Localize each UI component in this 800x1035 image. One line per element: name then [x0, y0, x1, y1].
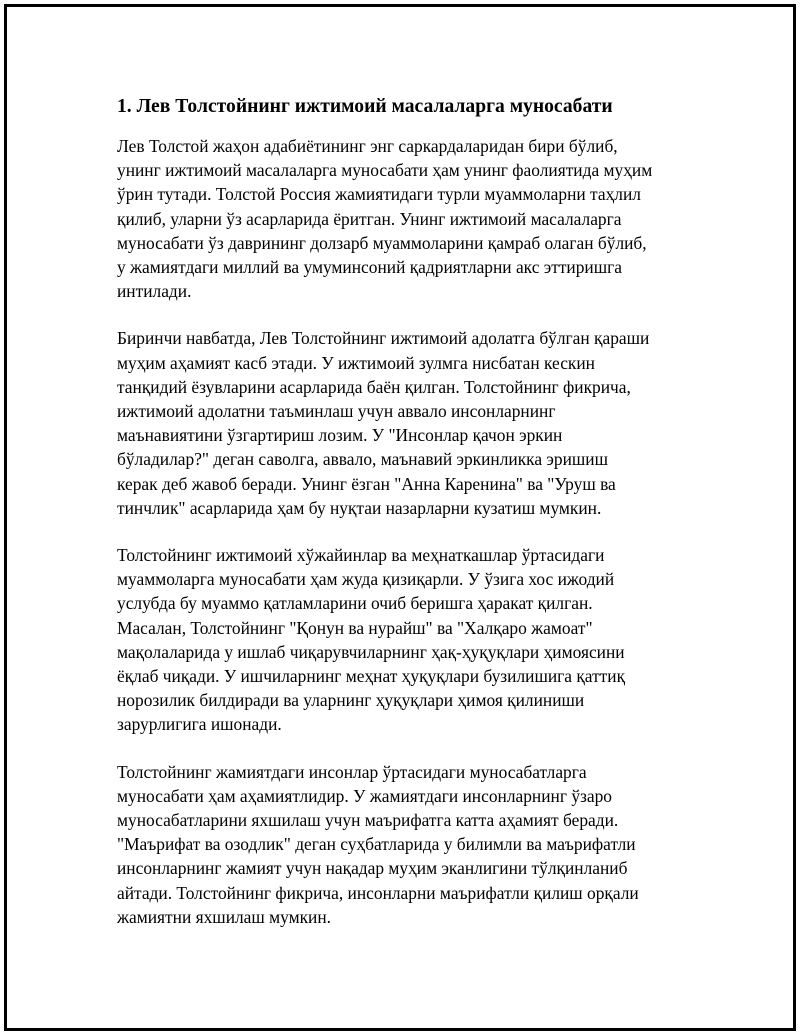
text-line: Масалан, Толстойнинг "Қонун ва нурайш" ва "Халқаро жамоат" — [117, 617, 593, 638]
text-line: бўладилар?" деган саволга, аввало, маънавий эркинликка эришиш — [117, 449, 608, 470]
paragraph-2 — [117, 326, 704, 520]
paragraph-3 — [117, 543, 704, 737]
text-line: айтади. Толстойнинг фикрича, инсонларни маърифатли қилиш орқали — [117, 882, 639, 903]
text-line: интилади. — [117, 281, 192, 302]
text-line: Лев Толстой жаҳон адабиётининг энг саркардаларидан бири бўлиб, — [117, 136, 618, 156]
text-line: ижтимоий адолатни таъминлаш учун аввало инсонларнинг — [117, 401, 556, 422]
paragraph-1 — [117, 134, 704, 303]
text-line: тинчлик" асарларида ҳам бу нуқтаи назарларни кузатиш мумкин. — [117, 497, 602, 518]
text-line: унинг ижтимоий масалаларга муносабати ҳам унинг фаолиятида муҳим — [117, 160, 653, 181]
text-line: муносабатларини яхшилаш учун маърифатга катта аҳамият беради. — [117, 810, 619, 831]
text-line: Биринчи навбатда, Лев Толстойнинг ижтимоий адолатга бўлган қараши — [117, 328, 650, 349]
text-line: муносабати ўз даврининг долзарб муаммоларини қамраб олаган бўлиб, — [117, 232, 647, 253]
text-line: зарурлигига ишонади. — [117, 714, 282, 735]
section-heading: 1. Лев Толстойнинг ижтимоий масалаларга муносабати — [117, 96, 613, 117]
text-line: Толстойнинг жамиятдаги инсонлар ўртасидаги муносабатларга — [117, 761, 587, 782]
text-line: муҳим аҳамият касб этади. У ижтимоий зулмга нисбатан кескин — [117, 352, 595, 373]
text-line: муаммоларга муносабати ҳам жуда қизиқарли. У ўзига хос ижодий — [117, 569, 615, 590]
text-line: норозилик билдиради ва уларнинг ҳуқуқлари ҳимоя қилиниши — [117, 690, 585, 711]
text-line: муносабати ҳам аҳамиятлидир. У жамиятдаги инсонларнинг ўзаро — [117, 785, 612, 806]
text-line: керак деб жавоб беради. Унинг ёзган "Анна Каренина" ва "Уруш ва — [117, 473, 616, 494]
text-line: маънавиятини ўзгартириш лозим. У "Инсонлар қачон эркин — [117, 425, 563, 446]
text-line: услубда бу муаммо қатламларини очиб беришга ҳаракат қилган. — [117, 593, 593, 614]
text-line: қилиб, уларни ўз асарларида ёритган. Унинг ижтимоий масалаларга — [117, 208, 622, 229]
text-line: танқидий ёзувларини асарларида баён қилган. Толстойнинг фикрича, — [117, 376, 631, 397]
text-line: ўрин тутади. Толстой Россия жамиятидаги турли муаммоларни таҳлил — [117, 184, 641, 205]
text-line: жамиятни яхшилаш мумкин. — [117, 906, 332, 927]
document-body — [114, 94, 704, 952]
text-line: инсонларнинг жамият учун нақадар муҳим эканлигини тўлқинланиб — [117, 858, 628, 879]
text-line: у жамиятдаги миллий ва умуминсоний қадриятларни акс эттиришга — [117, 257, 622, 278]
text-line: "Маърифат ва озодлик" деган суҳбатларида у билимли ва маърифатли — [117, 834, 636, 855]
text-line: Толстойнинг ижтимоий хўжайинлар ва меҳнаткашлар ўртасидаги — [117, 545, 605, 566]
paragraph-4 — [117, 760, 704, 929]
text-line: мақолаларида у ишлаб чиқарувчиларнинг ҳақ-ҳуқуқлари ҳимоясини — [117, 641, 625, 662]
text-line: ёқлаб чиқади. У ишчиларнинг меҳнат ҳуқуқлари бузилишига қаттиқ — [117, 666, 626, 687]
